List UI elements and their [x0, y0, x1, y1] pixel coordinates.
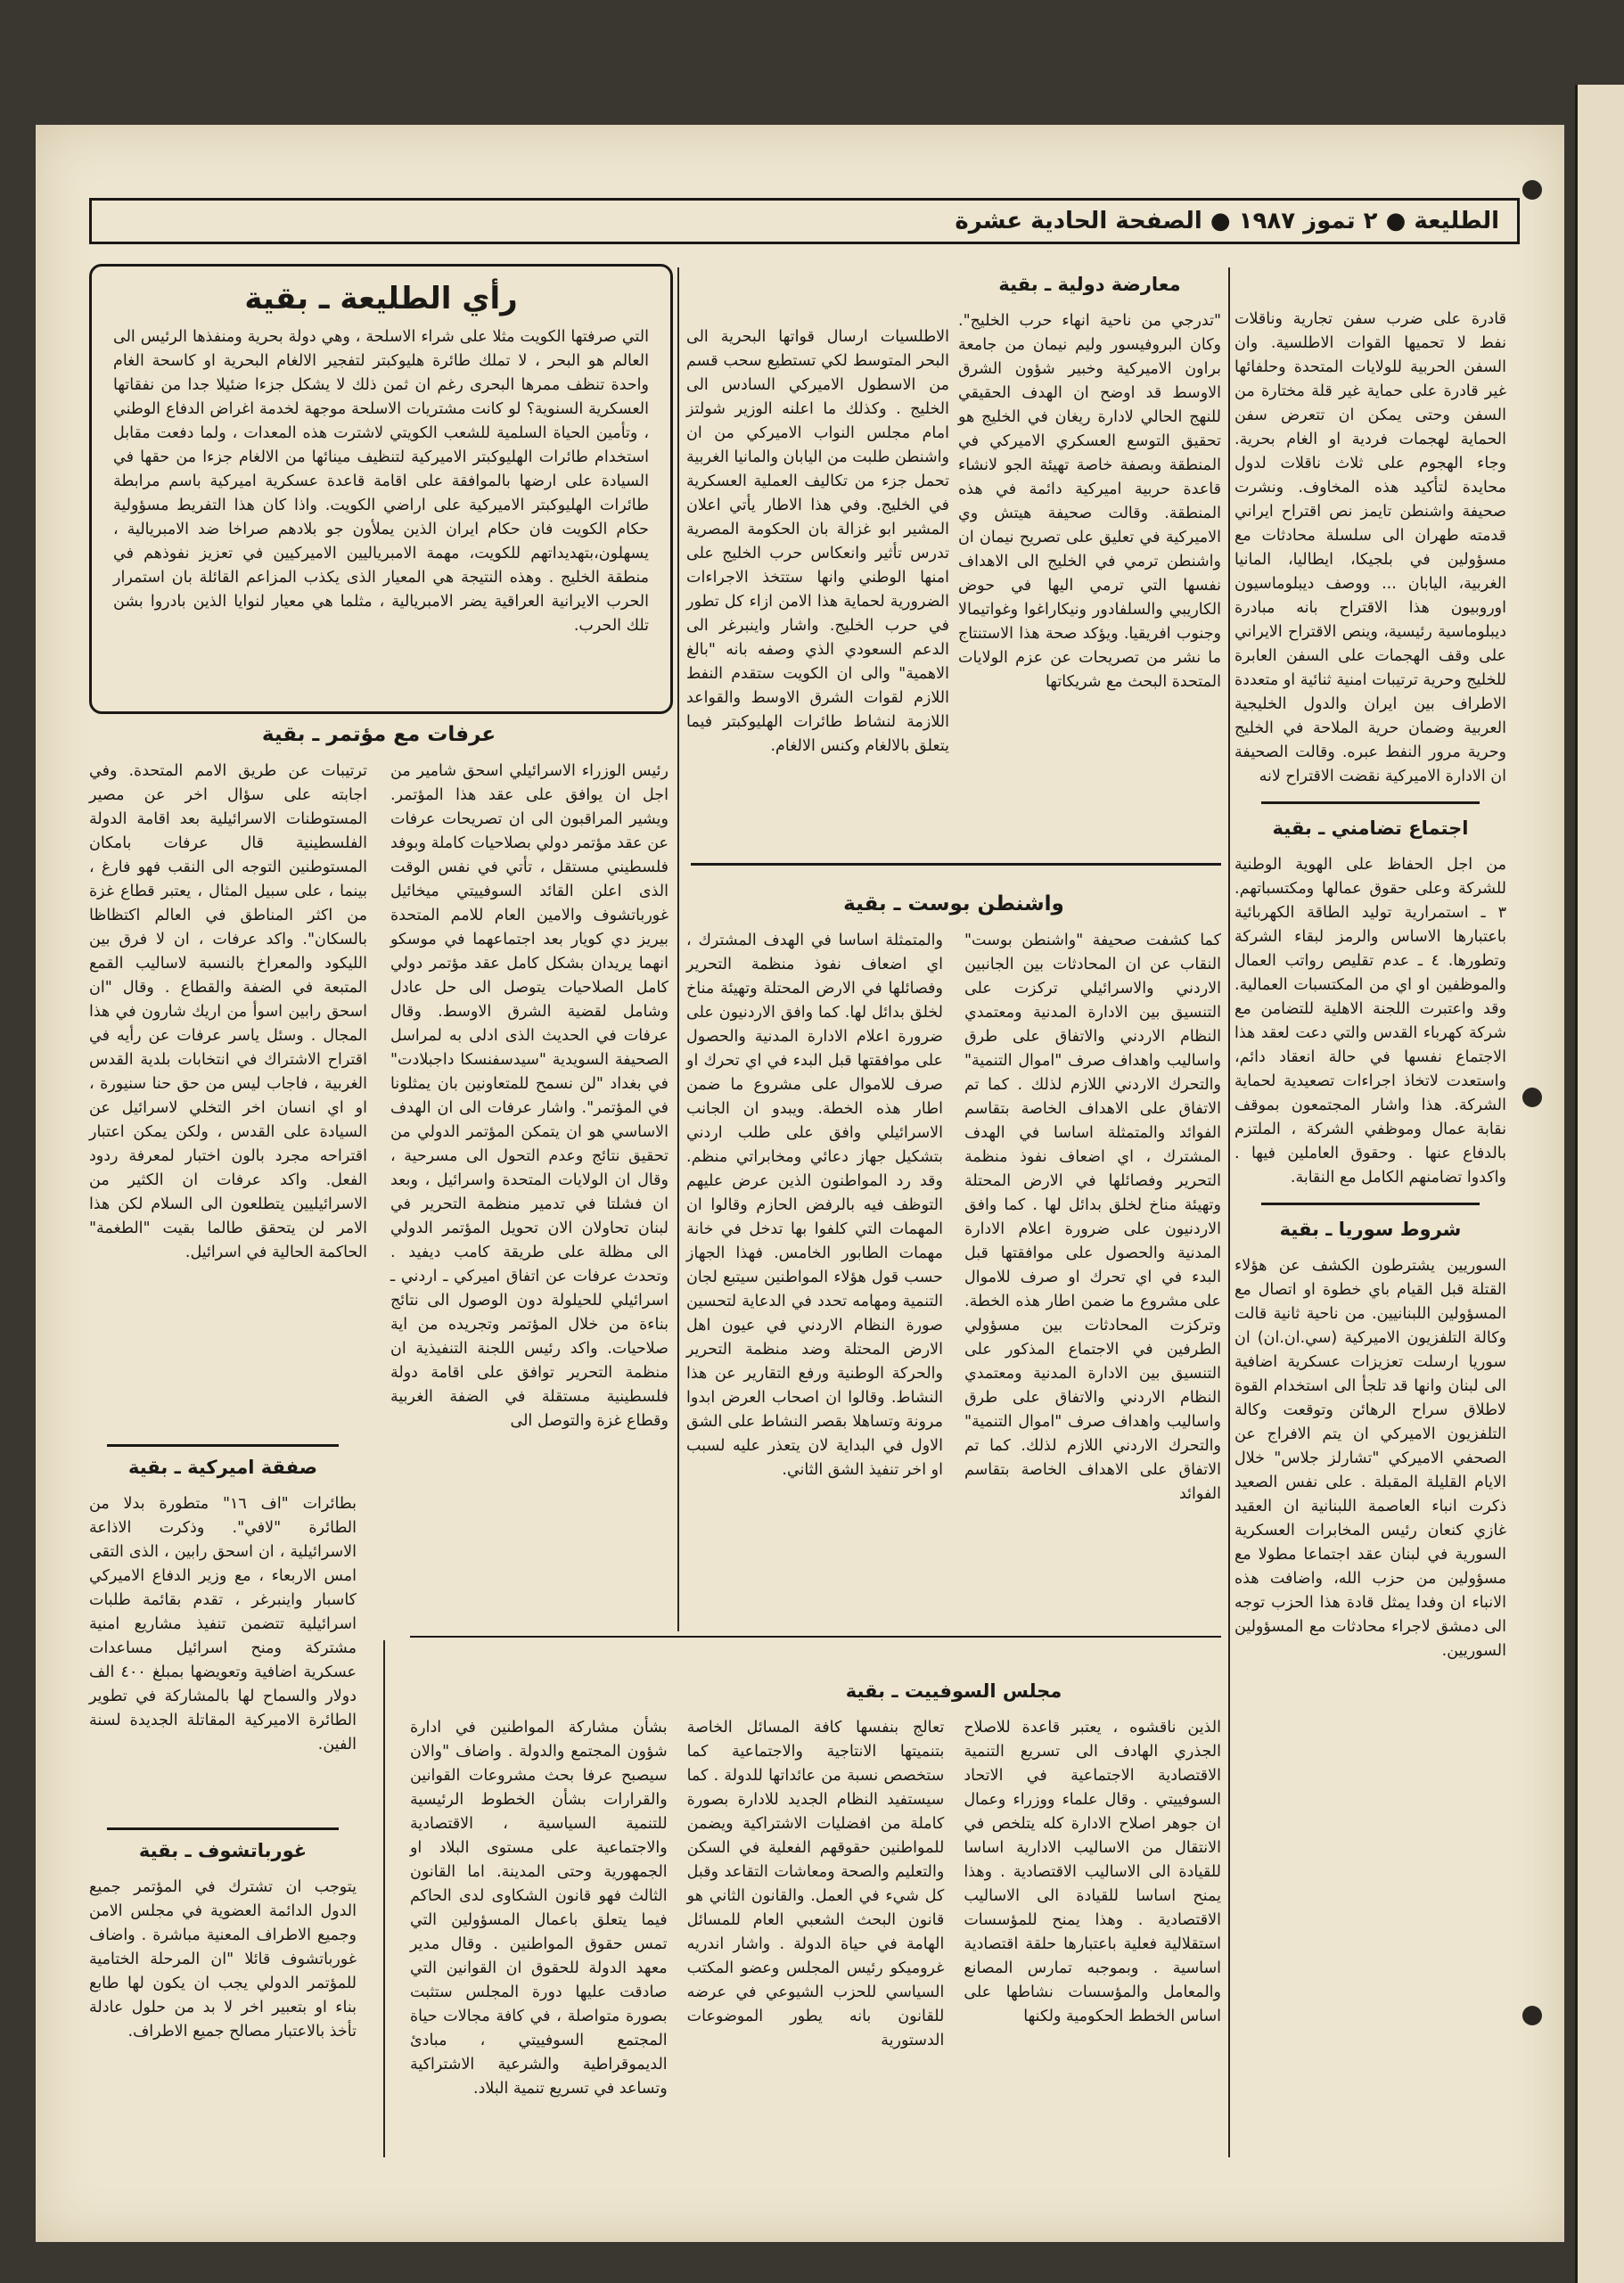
- headline-american-deal: صفقة اميركية ـ بقية: [127, 1457, 318, 1478]
- article-text: رئيس الوزراء الاسرائيلي اسحق شامير من اجل ان يوافق على عقد هذا المؤتمر. ويشير المراقبون الى ان تصريحات عرفات عن عقد مؤتمر دولي بصلاحيات كاملة وبوفد فلسطيني مستقل ، تأتي في نفس الوقت الذى اعلن القائد السوفييتي ميخائيل غورباتشوف والامين العام للامم المتحدة بيريز دي كويار بعد اجتماعهما في موسكو انهما يريدان بشكل كامل عقد مؤتمر دولي كامل الصلاحيات يتوصل الى حل عادل وشامل لقضية الشرق الاوسط. وقال عرفات في الحديث الذى ادلى به لمراسل الصحيفة السويدية "سيدسفنسكا داجبلادت" في بغداد "لن نسمح للمتعاونين بان يمثلونا في المؤتمر". واشار عرفات الى ان الهدف الاساسي هو ان يتمكن المؤتمر الدولي من تحقيق نتائج وعدم التحول الى مسرحية ، وقال ان الولايات المتحدة واسرائيل ، وبعد ان فشلتا في تدمير منظمة التحرير في لبنان تحاولان الان تحويل المؤتمر الدولي الى مظلة على طريقة كامب ديفيد . وتحدث عرفات عن اتفاق اميركي ـ اردني ـ اسرائيلي للحيلولة دون الوصول الى نتائج بناءة من خلال المؤتمر وتجريده من اية صلاحيات. واكد رئيس اللجنة التنفيذية ان منظمة التحرير توافق على اقامة دولة فلسطينية مستقلة في الضفة الغربية وقطاع غزة والتوصل الى: [390, 762, 668, 1430]
- column-international: [958, 267, 1221, 847]
- headline-solidarity: اجتماع تضامني ـ بقية: [1272, 817, 1469, 839]
- article-text: الذين ناقشوه ، يعتبر قاعدة للاصلاح الجذري الهادف الى تسريع التنمية الاقتصادية الاجتماعية في الاتحاد السوفييتي . وقال علماء ووزراء وعمال ان جوهر اصلاح الادارة كله يتلخص في الانتقال من الاساليب الادارية اساسا للقيادة الى الاساليب الاقتصادية . وهذا يمنح اساسا للقيادة الى الاساليب الاقتصادية . وهذا يمنح للمؤسسات استقلالية فعلية باعتبارها حلقة اقتصادية اساسية . وبموجبه تمارس المصانع والمعامل والمؤسسات نشاطها على اساس الخطط الحكومية ولكنها: [964, 1719, 1221, 2025]
- article-text: السوريين يشترطون الكشف عن هؤلاء القتلة قبل القيام باي خطوة او اتصال مع المسؤولين اللبنانيين. من ناحية ثانية قالت وكالة التلفزيون الاميركية (سي.ان.ان) ان سوريا ارسلت تعزيزات عسكرية اضافية الى لبنان وانها قد تلجأ الى استخدام القوة لاطلاق سراح الرهائن وتوقعت وكالة التلفزيون الاميركي ان يتم الافراج عن الصحفي الاميركي "تشارلز جلاس" خلال الايام القليلة المقبلة . على نفس الصعيد ذكرت انباء العاصمة اللبنانية ان العقيد غازي كنعان رئيس المخابرات العسكرية السورية في لبنان عقد اجتماعا مطولا مع مسؤولين من حزب الله، واضافت هذه الانباء ان وفدا يمثل قادة هذا الحزب توجه الى دمشق لاجراء محادثات مع المسؤولين السوريين.: [1234, 1257, 1506, 1660]
- adjacent-page-edge: [1575, 85, 1624, 2283]
- headline-washington-post: واشنطن بوست ـ بقية: [843, 892, 1064, 916]
- article-text: يتوجب ان تشترك في المؤتمر جميع الدول الدائمة العضوية في مجلس الامن وجميع الاطراف المعنية مباشرة . واضاف غورباتشوف قائلا "ان المرحلة الختامية للمؤتمر الدولي يجب ان يكون لها طابع بناء او بتعبير اخر لا بد من حلول عادلة تأخذ بالاعتبار مصالح جميع الاطراف.: [89, 1878, 357, 2041]
- headline-gorbachev: غورباتشوف ـ بقية: [138, 1840, 308, 1861]
- column-divider: [677, 267, 679, 1631]
- section-soviet-council: [410, 1674, 1221, 2156]
- column-divider: [1228, 267, 1230, 2157]
- section-american-deal: [89, 1444, 357, 1819]
- article-text: "تدرجي من ناحية انهاء حرب الخليج". وكان البروفيسور وليم نيمان من جامعة براون الاميركية وخبير شؤون الشرق الاوسط قد اوضح ان الهدف الحقيقي للنهج الحالي لادارة ريغان في الخليج هو تحقيق التوسع العسكري الاميركي في المنطقة وبصفة خاصة تهيئة الجو لانشاء قاعدة حربية اميركية دائمة في هذه المنطقة. وقالت صحيفة هيتش وي الاميركية في تعليق على تصريح نيمان ان واشنطن ترمي في الخليج الى الاهداف نفسها التي ترمي اليها في حوض الكاريبي والسلفادور ونيكاراغوا وغواتيمالا وجنوب افريقيا. ويؤكد صحة هذا الاستنتاج ما نشر من تصريحات عن عزم الولايات المتحدة البحث مع شريكاتها: [958, 312, 1221, 691]
- column-divider: [383, 1640, 385, 2157]
- editorial-box: [89, 264, 673, 714]
- article-text: ترتيبات عن طريق الامم المتحدة. وفي اجابته على سؤال اخر عن مصير المستوطنات الاسرائيلية بعد اقامة الدولة الفلسطينية قال عرفات بامكان المستوطنين التوجه الى النقب فهو فارغ ، بينما ، على سبيل المثال ، يعتبر قطاع غزة من اكثر المناطق في العالم اكتظاظا بالسكان". واكد عرفات ، ان لا فرق بين الليكود والمعراخ بالنسبة لاساليب القمع المتبعة في الضفة والقطاع . وقال "ان اسحق رابين اسوأ من اريك شارون في هذا المجال . وسئل ياسر عرفات عن رأيه في اقتراح الاشتراك في انتخابات بلدية القدس الغربية ، فاجاب ليس من حق حنا سنيورة ، او اي انسان اخر التخلي لاسرائيل عن السيادة على القدس ، ولكن يمكن اعتبار اقتراحه مجرد بالون اختبار لمعرفة ردود الفعل. واكد عرفات ان الكثير من الاسرائيليين يتطلعون الى السلام لكن هذا الامر لن يتحقق طالما بقيت "الطغمة" الحاكمة الحالية في اسرائيل.: [89, 762, 367, 1261]
- headline-international-opposition: معارضة دولية ـ بقية: [998, 274, 1181, 295]
- headline-arafat: عرفات مع مؤتمر ـ بقية: [261, 723, 496, 746]
- article-text: من اجل الحفاظ على الهوية الوطنية للشركة وعلى حقوق عمالها ومكتسباتهم. ٣ ـ استمرارية توليد الطاقة الكهربائية باعتبارها الاساس والرمز لبقاء الشركة وتطورها. ٤ ـ عدم تقليص رواتب العمال والموظفين او اي من المكتسبات العمالية. وقد واعتبرت اللجنة الاهلية للتضامن مع شركة كهرباء القدس والتي دعت لعقد هذا الاجتماع نفسها في حالة انعقاد دائم، واستعدت لاتخاذ اجراءات تصعيدية لحماية الشركة. هذا واشار المجتمعون بموقف نقابة عمال وموظفي الشركة ، الملتزم بالدفاع عنها . وحقوق العاملين فيها . واكدوا تضامنهم الكامل مع النقابة.: [1234, 856, 1506, 1187]
- section-washington-post: [686, 887, 1221, 1618]
- article-text: بطائرات "اف ١٦" متطورة بدلا من الطائرة "لافي". وذكرت الاذاعة الاسرائيلية ، ان اسحق رابين ، الذى التقى امس الاربعاء ، مع وزير الدفاع الاميركي كاسبار واينبرغر ، تقدم بقائمة طلبات اسرائيلية تتضمن تنفيذ مشاريع امنية مشتركة ومنح اسرائيل مساعدات عسكرية اضافية وتعويضها بمبلغ ٤٠٠ الف دولار والسماح لها بالمشاركة في تطوير الطائرة الاميركية المقاتلة الجديدة لسنة الفين.: [89, 1495, 357, 1753]
- binding-hole: [1522, 1088, 1542, 1107]
- article-text: بشأن مشاركة المواطنين في ادارة شؤون المجتمع والدولة . واضاف "والان سيصبح عرفا بحث مشروعات القوانين والقرارات بشأن الخطوط الرئيسية للتنمية السياسية ، الاقتصادية والاجتماعية على مستوى البلاد او الجمهورية وحتى المدينة. اما القانون الثالث فهو قانون الشكاوى لدى الحاكم فيما يتعلق باعمال المسؤولين التي تمس حقوق المواطنين . وقال مدير معهد الدولة للحقوق ان القوانين التي صادقت عليها دورة المجلس ستثبت بصورة متواصلة ، في كافة مجالات حياة المجتمع السوفييتي ، مبادئ الديموقراطية والشرعية الاشتراكية وتساعد في تسريع تنمية البلاد.: [409, 1719, 668, 2098]
- article-text: الاطلسيات ارسال قواتها البحرية الى البحر المتوسط لكي تستطيع سحب قسم من الاسطول الاميركي السادس الى الخليج . وكذلك ما اعلنه الوزير شولتز امام مجلس النواب الاميركي من ان واشنطن طلبت من اليابان والمانيا الغربية تحمل جزء من تكاليف العملية العسكرية في الخليج. وفي هذا الاطار يأتي اعلان المشير ابو غزالة بان الحكومة المصرية تدرس تأثير وانعكاس حرب الخليج على امنها الوطني وانها ستتخذ الاجراءات الضرورية لحماية هذا الامن ازاء كل تطور في حرب الخليج. واشار واينبرغر الى الدعم السعودي الذي وصفه بانه "بالغ الاهمية" والى ان الكويت ستقدم النفط اللازم لقوات الشرق الاوسط والقواعد اللازمة لنشاط طائرات الهليوكبتر فيما يتعلق بالالغام وكنس الالغام.: [686, 328, 949, 755]
- column-right: [1234, 308, 1506, 2162]
- binding-hole: [1522, 180, 1542, 200]
- article-text: كما كشفت صحيفة "واشنطن بوست" النقاب عن ان المحادثات بين الجانبين الاردني والاسرائيلي تركزت على التنسيق بين الادارة المدنية ومعتمدي النظام الاردني والاتفاق على طرق واساليب واهداف صرف "اموال التنمية" والتحرك الاردني اللازم لذلك . كما تم الاتفاق على الاهداف الخاصة بتقاسم الفوائد والمتمثلة اساسا في الهدف المشترك ، اي اضعاف نفوذ منظمة التحرير وفصائلها في الارض المحتلة وتهيئة مناخ لخلق بدائل لها . كما وافق الاردنيون على ضرورة اعلام الادارة المدنية والحصول على موافقتها قبل البدء في اي تحرك او صرف للاموال على مشروع ما ضمن اطار هذه الخطة. وتركزت المحادثات بين مسؤولي الطرفين في الاجتماع المذكور على التنسيق بين الادارة المدنية ومعتمدي النظام الاردني والاتفاق على طرق واساليب واهداف صرف "اموال التنمية" والتحرك الاردني اللازم لذلك. كما تم الاتفاق على الاهداف الخاصة بتقاسم الفوائد: [964, 932, 1221, 1503]
- section-rule: [691, 863, 1221, 866]
- editorial-title: رأي الطليعة ـ بقية: [244, 281, 518, 316]
- headline-syria: شروط سوريا ـ بقية: [1279, 1219, 1462, 1240]
- section-gorbachev: [89, 1827, 357, 2157]
- editorial-body: التي صرفتها الكويت مثلا على شراء الاسلحة ، وهي دولة بحرية ومنفذها الرئيس الى العالم هو البحر ، لا تملك طائرة هليوكبتر لتفجير الالغام البحرية او كاسحة الغام واحدة تنظف ممرها البحرى رغم ان ثمن ذلك لا يشكل جزءا ضئيلا جدا من نفقاتها العسكرية السنوية؟ لو كانت مشتريات الاسلحة موجهة لخدمة اغراض الدفاع الوطني ، وتأمين الحياة السلمية للشعب الكويتي لاشترت هذه المعدات ، ولما دفعت مقابل استخدام طائرات الهليوكبتر الاميركية لتنظيف مينائها من الالغام جزءا من حقها في السيادة على ارضها بالموافقة على اقامة قاعدة عسكرية اميركية باسم مرابطة طائرات الهليوكبتر الاميركية على اراضي الكويت. واذا كان هذا التفريط مسؤولية حكام الكويت فان حكام ايران الذين يملأون جو بلادهم صراخا ضد الامبريالية ، يسهلون،بتهديداتهم للكويت، مهمة الامبرياليين الاميركيين في تعزيز نفوذهم في منطقة الخليج . وهذه النتيجة هي المعيار الذى يكذب المزاعم القائلة بان استمرار الحرب الايرانية العراقية يضر الامبريالية ، مثلما هي معيار لنوايا الذين بادروا بشن تلك الحرب.: [113, 328, 649, 635]
- headline-soviet-council: مجلس السوفييت ـ بقية: [845, 1680, 1062, 1702]
- binding-hole: [1522, 2006, 1542, 2025]
- article-text: والمتمثلة اساسا في الهدف المشترك ، اي اضعاف نفوذ منظمة التحرير وفصائلها في الارض المحتلة وتهيئة مناخ لخلق بدائل لها. كما وافق الاردنيون على ضرورة اعلام الادارة المدنية والحصول على موافقتها قبل البدء في اي تحرك او صرف للاموال على مشروع ما ضمن اطار هذه الخطة. ويبدو ان الجانب الاسرائيلي وافق على طلب اردني بتشكيل جهاز دعائي ومخابراتي منظم. وقد رد المواطنون الذين عرض عليهم التوظف فيه بالرفض الحازم وقالوا ان المهمات التي كلفوا بها تدخل في خانة مهمات الطابور الخامس. فهذا الجهاز حسب قول هؤلاء المواطنين سيتبع لجان التنمية ومهامه تحدد في الدعاية لتحسين صورة النظام الاردني في عيون اهل الارض المحتلة وضد منظمة التحرير والحركة الوطنية ورفع التقارير عن هذا النشاط. وقالوا ان اصحاب العرض ابدوا مرونة وتساهلا بقصر النشاط على الشق الاول في البداية لان يتعذر عليه لسبب او اخر تنفيذ الشق الثاني.: [686, 932, 943, 1479]
- column-gulf: [686, 325, 949, 851]
- masthead-text: الطليعة ● ٢ تموز ١٩٨٧ ● الصفحة الحادية عشرة: [955, 208, 1499, 234]
- article-text: قادرة على ضرب سفن تجارية وناقلات نفط لا تحميها القوات الاطلسية. وان السفن الحربية للولايات المتحدة وحلفائها غير قادرة على حماية غير قلة مختارة من السفن وحتى يمكن ان تتعرض سفن الحماية لهجمات فردية او الغام بحرية. وجاء الهجوم على ثلاث ناقلات لدول محايدة لتأكيد هذه المخاوف. ونشرت صحيفة واشنطن تايمز نص اقتراح ايراني قدمته طهران الى سلسلة محادثات مع مسؤولين في بلجيكا، ايطاليا، المانيا الغربية، اليابان ... ووصف ديبلوماسيون اوروبيون هذا الاقتراح بانه مبادرة ديبلوماسية رئيسية، وينص الاقتراح الايراني على وقف الهجمات على السفن العابرة للخليج وحرية ترتيبات امنية ثنائية او متعددة الاطراف بين ايران والدول الخليجية العربية وضمان حرية الملاحة في الخليج وحرية مرور النفط عبره. وقالت الصحيفة ان الادارة الاميركية نقضت الاقتراح لانه: [1234, 310, 1506, 785]
- section-arafat: [89, 718, 668, 1430]
- page-masthead: [89, 198, 1520, 244]
- section-rule: [410, 1636, 1221, 1638]
- article-text: تعالج بنفسها كافة المسائل الخاصة بتنميتها الانتاجية والاجتماعية كما ستخصص نسبة من عائداتها للدولة . كما سيستفيد النظام الجديد للادارة بصورة كاملة من افضليات الاشتراكية ويضمن للمواطنين حقوقهم الفعلية في السكن والتعليم والصحة ومعاشات التقاعد وقبل كل شيء في العمل. والقانون الثاني هو قانون البحث الشعبي العام للمسائل الهامة في حياة الدولة . واشار اندريه غروميكو رئيس المجلس وعضو المكتب السياسي للحزب الشيوعي في عرضه للقانون بانه يطور الموضوعات الدستورية: [686, 1719, 945, 2049]
